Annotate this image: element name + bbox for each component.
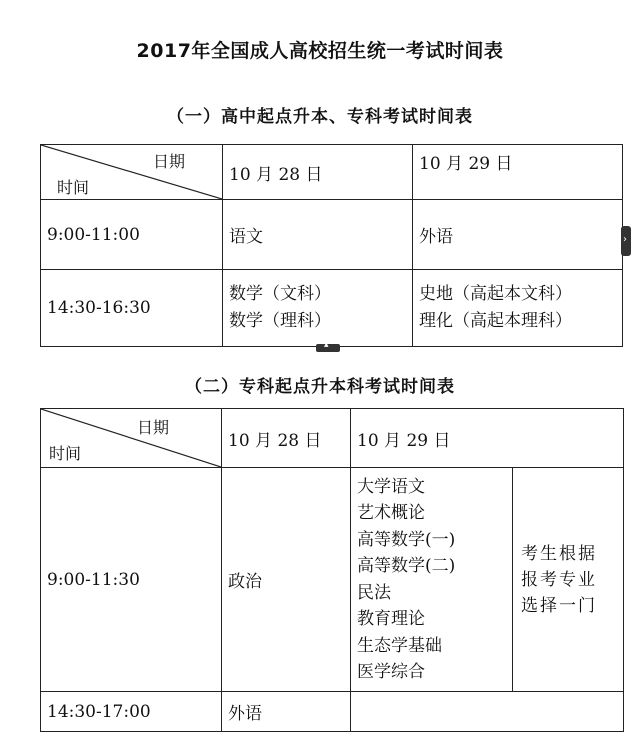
subject-line: 史地（高起本文科） — [419, 284, 572, 304]
time-cell: 14:30-16:30 — [41, 270, 223, 347]
time-label: 时间 — [57, 178, 90, 197]
subject-cell — [351, 692, 624, 732]
chevron-icon[interactable]: › — [621, 226, 631, 256]
subject-cell: 语文 — [223, 200, 413, 270]
subject-line: 民法 — [357, 582, 391, 603]
subject-line: 大学语文 — [357, 476, 425, 497]
subject-line: 数学（文科） — [229, 284, 331, 304]
note-line: 报考专业 — [521, 569, 597, 590]
page-title: 2017年全国成人高校招生统一考试时间表 — [136, 40, 504, 62]
time-cell: 9:00-11:00 — [41, 200, 223, 270]
column-header-day2: 10 月 29 日 — [351, 409, 624, 468]
subject-cell — [413, 270, 623, 347]
subject-cell: 外语 — [413, 200, 623, 270]
header-diagonal-cell — [41, 409, 222, 468]
subject-line: 教育理论 — [357, 609, 425, 629]
scroll-icon[interactable]: ▴ — [316, 344, 340, 352]
subject-cell: 外语 — [222, 692, 351, 732]
section2-heading: （二）专科起点升本科考试时间表 — [185, 377, 455, 397]
subject-line: 高等数学(一) — [357, 529, 456, 550]
subject-line: 艺术概论 — [357, 503, 425, 523]
date-label: 日期 — [137, 418, 170, 437]
column-header-day1: 10 月 28 日 — [222, 409, 351, 468]
date-label: 日期 — [153, 152, 186, 171]
time-cell: 14:30-17:00 — [41, 692, 222, 732]
column-header-day2: 10 月 29 日 — [413, 145, 623, 200]
column-header-day1: 10 月 28 日 — [223, 145, 413, 200]
header-diagonal-cell — [41, 145, 223, 200]
subject-list-cell — [351, 468, 513, 692]
subject-line: 理化（高起本理科） — [419, 311, 572, 331]
time-label: 时间 — [49, 444, 82, 463]
subject-line: 医学综合 — [357, 662, 425, 682]
subject-line: 高等数学(二) — [357, 556, 456, 576]
subject-cell: 政治 — [222, 468, 351, 692]
exam-table-1 — [40, 144, 623, 347]
time-cell: 9:00-11:30 — [41, 468, 222, 692]
subject-cell — [223, 270, 413, 347]
note-cell — [513, 468, 624, 692]
note-line: 选择一门 — [521, 595, 597, 616]
section1-heading: （一）高中起点升本、专科考试时间表 — [167, 107, 473, 127]
subject-line: 生态学基础 — [357, 635, 442, 656]
note-line: 考生根据 — [521, 543, 597, 564]
subject-line: 数学（理科） — [229, 311, 331, 331]
exam-table-2 — [40, 408, 624, 732]
